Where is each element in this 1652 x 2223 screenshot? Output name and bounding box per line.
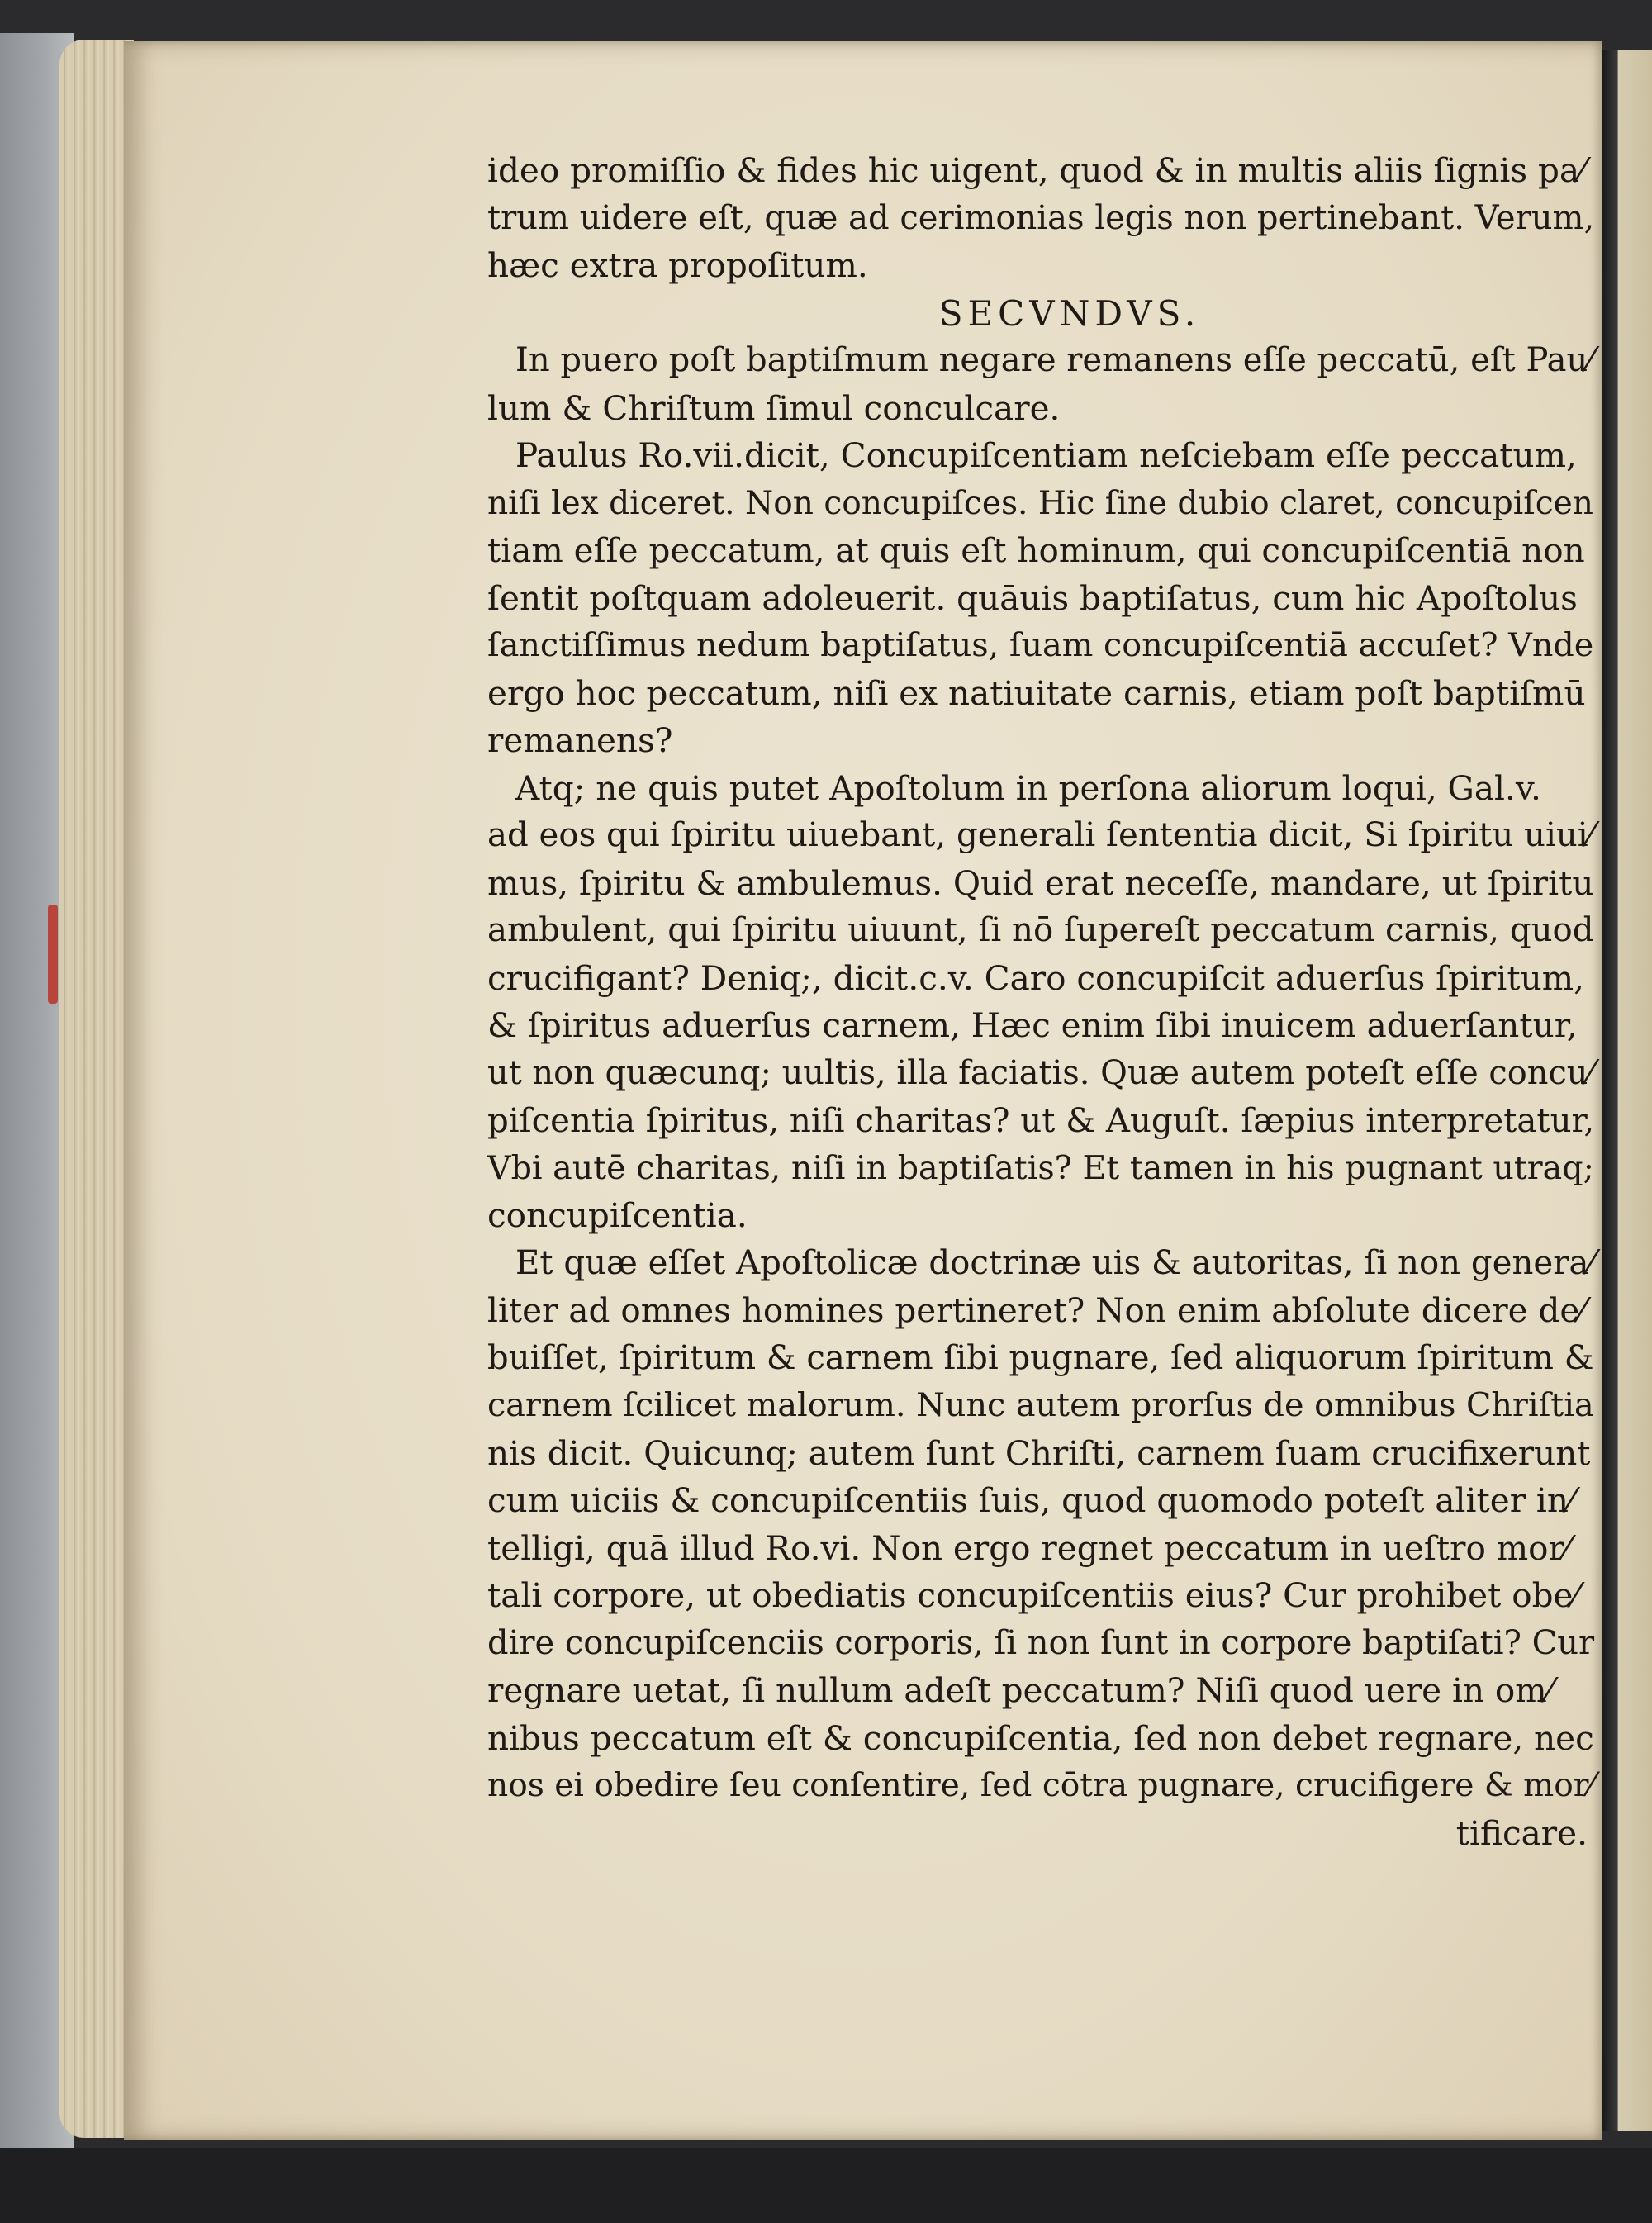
text-line: Vbi autē charitas, niſi in baptiſatis? Et tamen in his pugnant utraq; xyxy=(487,1148,1594,1187)
text-line: regnare uetat, ſi nullum adeſt peccatum? Niſi quod uere in om⁄ xyxy=(487,1670,1553,1710)
text-line: Atq; ne quis putet Apoſtolum in perſona aliorum loqui, Gal.v. xyxy=(515,767,1541,808)
text-line: tali corpore, ut obediatis concupiſcentiis eius? Cur prohibet obe⁄ xyxy=(487,1575,1579,1615)
text-line: crucifigant? Deniq;, dicit.c.v. Caro concupiſcit aduerſus ſpiritum, xyxy=(487,957,1584,998)
text-line: hæc extra propoſitum. xyxy=(487,245,868,285)
text-line: ad eos qui ſpiritu uiuebant, generali ſententia dicit, Si ſpiritu uiui⁄ xyxy=(487,816,1594,854)
facing-page-edge xyxy=(1602,50,1652,2131)
section-heading: SECVNDVS. xyxy=(938,292,1201,334)
text-line: Paulus Ro.vii.dicit, Concupiſcentiam neſciebam eſſe peccatum, xyxy=(515,435,1577,475)
text-line: ambulent, qui ſpiritu uiuunt, ſi nō ſupereſt peccatum carnis, quod xyxy=(487,911,1594,949)
text-line: nibus peccatum eſt & concupiſcentia, ſed non debet regnare, nec xyxy=(487,1717,1594,1758)
text-line: ideo promiſſio & fides hic uigent, quod & in multis aliis ſignis pa⁄ xyxy=(487,150,1585,190)
text-line: nos ei obedire ſeu conſentire, ſed cōtra pugnare, crucifigere & mor⁄ xyxy=(487,1767,1595,1804)
text-line: tificare. xyxy=(1455,1812,1588,1853)
text-line: cum uiciis & concupiſcentiis ſuis, quod quomodo poteſt aliter in⁄ xyxy=(487,1480,1574,1520)
text-line: ſanctiſſimus nedum baptiſatus, ſuam concupiſcentiā accuſet? Vnde xyxy=(487,626,1594,664)
text-line: tiam eſſe peccatum, at quis eſt hominum, qui concupiſcentiā non xyxy=(487,530,1585,570)
text-line: carnem ſcilicet malorum. Nunc autem prorſus de omnibus Chriſtia xyxy=(487,1386,1594,1424)
text-line: mus, ſpiritu & ambulemus. Quid erat neceſſe, mandare, ut ſpiritu xyxy=(487,862,1594,903)
text-line: concupiſcentia. xyxy=(487,1195,748,1235)
text-line: ſentit poſtquam adoleuerit. quāuis baptiſatus, cum hic Apoſtolus xyxy=(487,577,1578,618)
text-line: trum uidere eſt, quæ ad cerimonias legis non pertinebant. Verum, xyxy=(487,198,1595,237)
text-line: ut non quæcunq; uultis, illa faciatis. Quæ autem poteſt eſſe concu⁄ xyxy=(487,1053,1594,1092)
text-line: lum & Chriſtum ſimul conculcare. xyxy=(487,387,1061,428)
text-line: nis dicit. Quicunq; autem ſunt Chriſti, carnem ſuam crucifixerunt xyxy=(487,1432,1591,1473)
page-text xyxy=(487,147,1594,1857)
text-line: piſcentia ſpiritus, niſi charitas? ut & Auguſt. ſæpius interpretatur, xyxy=(487,1101,1595,1140)
text-line: dire concupiſcenciis corporis, ſi non ſunt in corpore baptiſati? Cur xyxy=(487,1623,1595,1662)
text-line: telligi, quā illud Ro.vi. Non ergo regnet peccatum in ueſtro mor⁄ xyxy=(487,1527,1570,1568)
text-line: ergo hoc peccatum, niſi ex natiuitate carnis, etiam poſt baptiſmū xyxy=(487,672,1586,713)
text-line: liter ad omnes homines pertineret? Non enim abſolute dicere de⁄ xyxy=(487,1290,1586,1330)
page-stack-edges xyxy=(59,40,134,2138)
scan-background xyxy=(0,2148,1652,2223)
text-line: & ſpiritus aduerſus carnem, Hæc enim ſibi inuicem aduerſantur, xyxy=(487,1005,1578,1045)
text-line: Et quæ eſſet Apoſtolicæ doctrinæ uis & autoritas, ſi non genera⁄ xyxy=(515,1243,1595,1282)
page-edge-stain xyxy=(48,905,58,1004)
text-line: buiſſet, ſpiritum & carnem ſibi pugnare, ſed aliquorum ſpiritum & xyxy=(487,1338,1594,1377)
text-line: In puero poſt baptiſmum negare remanens eſſe peccatū, eſt Pau⁄ xyxy=(515,341,1594,379)
text-line: remanens? xyxy=(487,720,673,760)
text-line: niſi lex diceret. Non concupiſces. Hic ſine dubio claret, concupiſcen xyxy=(487,484,1593,522)
